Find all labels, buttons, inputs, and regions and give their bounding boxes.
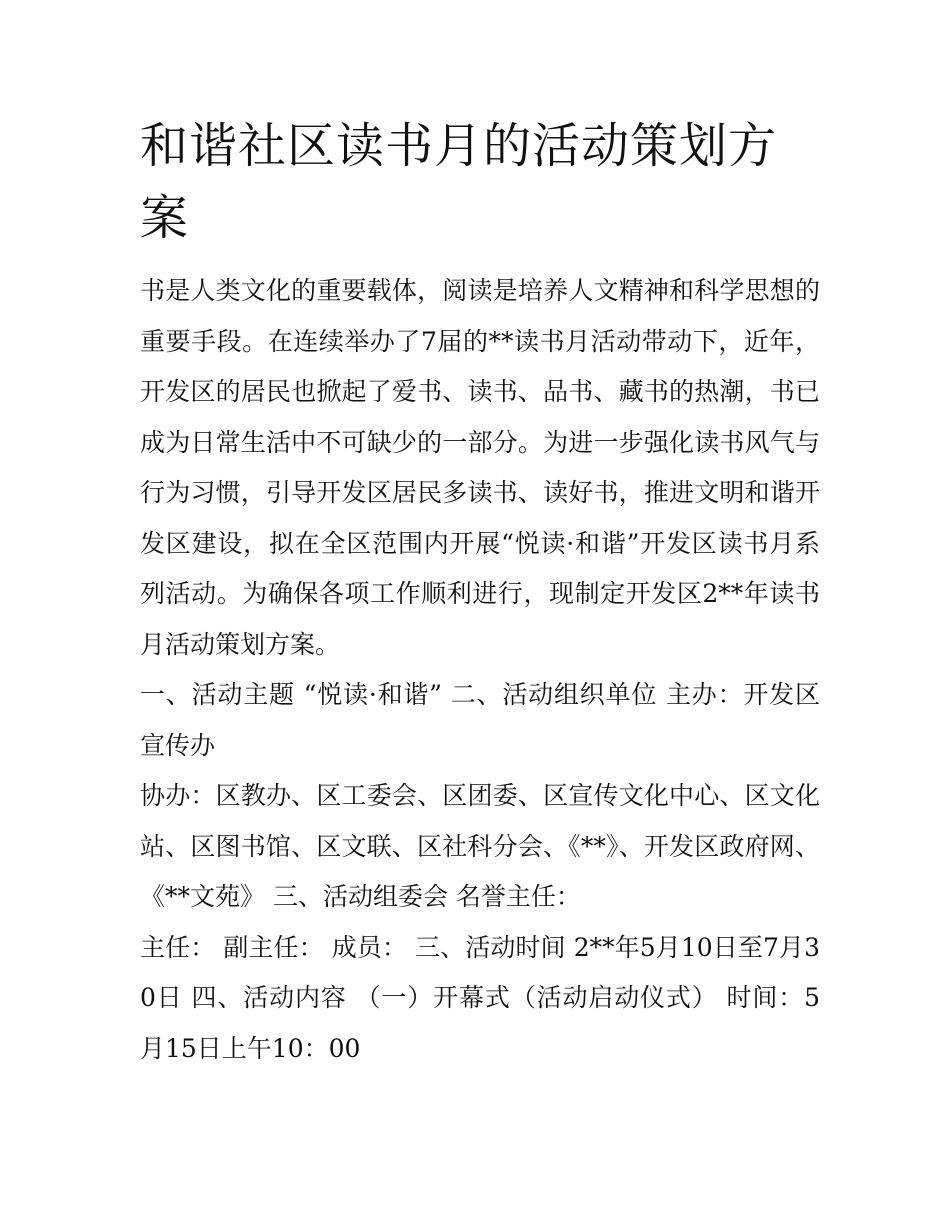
document-page [140,110,820,1074]
co-organizer-paragraph: 协办：区教办、区工委会、区团委、区宣传文化中心、区文化站、区图书馆、区文联、区社科分会、《**》、开发区政府网、《**文苑》 三、活动组委会 名誉主任： [140,781,820,911]
intro-paragraph: 书是人类文化的重要载体，阅读是培养人文精神和科学思想的重要手段。在连续举办了7届的**读书月活动带动下，近年，开发区的居民也掀起了爱书、读书、品书、藏书的热潮，书已成为日常生活中不可缺少的一部分。为进一步强化读书风气与行为习惯，引导开发区居民多读书、读好书，推进文明和谐开发区建设，拟在全区范围内开展“悦读·和谐”开发区读书月系列活动。为确保各项工作顺利进行，现制定开发区2**年读书月活动策划方案。 [140,276,820,659]
schedule-paragraph: 主任： 副主任： 成员： 三、活动时间 2**年5月10日至7月30日 四、活动内容 （一）开幕式（活动启动仪式） 时间：5月15日上午10：00 [140,932,820,1063]
document-title: 和谐社区读书月的活动策划方案 [140,118,778,246]
theme-organizer-paragraph: 一、活动主题 “悦读·和谐” 二、活动组织单位 主办：开发区宣传办 [140,680,820,760]
